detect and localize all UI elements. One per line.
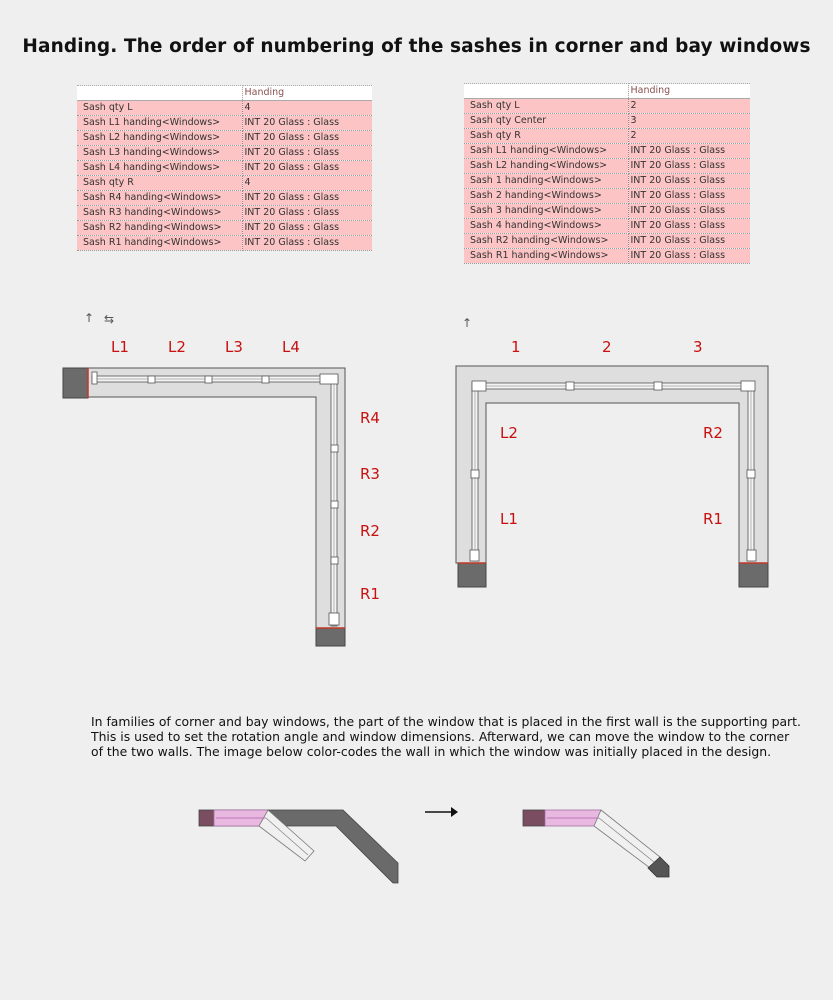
param-value-cell[interactable]: INT 20 Glass : Glass	[242, 131, 372, 146]
param-value-cell[interactable]: INT 20 Glass : Glass	[628, 189, 750, 204]
label-l4: L4	[282, 338, 300, 356]
param-value-cell[interactable]: 2	[628, 99, 750, 114]
param-value-cell[interactable]: 4	[242, 101, 372, 116]
param-name-cell: Sash 2 handing<Windows>	[464, 189, 628, 204]
param-name-cell: Sash L2 handing<Windows>	[464, 159, 628, 174]
up-arrow-icon[interactable]: ↑	[84, 311, 95, 325]
label-r3: R3	[360, 465, 380, 483]
param-name-cell: Sash R4 handing<Windows>	[77, 191, 242, 206]
page-title: Handing. The order of numbering of the sashes in corner and bay windows	[22, 36, 811, 57]
param-value-cell[interactable]: INT 20 Glass : Glass	[628, 234, 750, 249]
param-name-cell: Sash L1 handing<Windows>	[464, 144, 628, 159]
param-value-cell[interactable]: INT 20 Glass : Glass	[242, 146, 372, 161]
param-name-cell: Sash R1 handing<Windows>	[77, 236, 242, 251]
label-l2: L2	[500, 424, 518, 442]
param-value-cell[interactable]: INT 20 Glass : Glass	[242, 161, 372, 176]
param-name-cell: Sash qty L	[464, 99, 628, 114]
param-value-cell[interactable]: INT 20 Glass : Glass	[242, 206, 372, 221]
param-value-cell[interactable]: INT 20 Glass : Glass	[628, 174, 750, 189]
param-name-cell: Sash 3 handing<Windows>	[464, 204, 628, 219]
param-value-cell[interactable]: INT 20 Glass : Glass	[628, 249, 750, 264]
param-name-cell: Sash L3 handing<Windows>	[77, 146, 242, 161]
label-l2: L2	[168, 338, 186, 356]
label-r4: R4	[360, 409, 380, 427]
label-l3: L3	[225, 338, 243, 356]
param-value-cell[interactable]: INT 20 Glass : Glass	[628, 159, 750, 174]
flip-arrows-icon[interactable]: ⇆	[104, 312, 115, 326]
description-line: In families of corner and bay windows, the part of the window that is placed in the first wall is the supporting part.	[91, 714, 801, 729]
label-r2: R2	[360, 522, 380, 540]
label-center-1: 1	[511, 338, 521, 356]
param-value-cell[interactable]: INT 20 Glass : Glass	[242, 221, 372, 236]
param-value-cell[interactable]: INT 20 Glass : Glass	[242, 116, 372, 131]
param-name-cell: Sash qty Center	[464, 114, 628, 129]
header-value-cell: Handing	[242, 86, 372, 101]
label-r1: R1	[703, 510, 723, 528]
param-name-cell: Sash L1 handing<Windows>	[77, 116, 242, 131]
param-name-cell: Sash qty R	[77, 176, 242, 191]
param-name-cell: Sash R2 handing<Windows>	[77, 221, 242, 236]
param-value-cell[interactable]: INT 20 Glass : Glass	[628, 204, 750, 219]
param-name-cell: Sash R2 handing<Windows>	[464, 234, 628, 249]
param-name-cell: Sash 4 handing<Windows>	[464, 219, 628, 234]
label-center-3: 3	[693, 338, 703, 356]
param-value-cell[interactable]: INT 20 Glass : Glass	[628, 144, 750, 159]
param-name-cell: Sash R1 handing<Windows>	[464, 249, 628, 264]
header-value-cell: Handing	[628, 84, 750, 99]
param-name-cell: Sash qty R	[464, 129, 628, 144]
label-center-2: 2	[602, 338, 612, 356]
param-name-cell: Sash 1 handing<Windows>	[464, 174, 628, 189]
param-value-cell[interactable]: 4	[242, 176, 372, 191]
param-value-cell[interactable]: 3	[628, 114, 750, 129]
param-name-cell: Sash L2 handing<Windows>	[77, 131, 242, 146]
param-value-cell[interactable]: 2	[628, 129, 750, 144]
label-l1: L1	[111, 338, 129, 356]
up-arrow-icon[interactable]: ↑	[462, 316, 473, 330]
param-name-cell: Sash R3 handing<Windows>	[77, 206, 242, 221]
label-r2: R2	[703, 424, 723, 442]
param-value-cell[interactable]: INT 20 Glass : Glass	[242, 236, 372, 251]
param-name-cell: Sash qty L	[77, 101, 242, 116]
label-r1: R1	[360, 585, 380, 603]
param-name-cell: Sash L4 handing<Windows>	[77, 161, 242, 176]
param-value-cell[interactable]: INT 20 Glass : Glass	[242, 191, 372, 206]
host-wall-highlight	[523, 810, 545, 826]
label-l1: L1	[500, 510, 518, 528]
description-line: This is used to set the rotation angle and window dimensions. Afterward, we can move the window to the corner	[91, 729, 790, 744]
param-value-cell[interactable]: INT 20 Glass : Glass	[628, 219, 750, 234]
description-line: of the two walls. The image below color-codes the wall in which the window was initially placed in the design.	[91, 744, 772, 759]
